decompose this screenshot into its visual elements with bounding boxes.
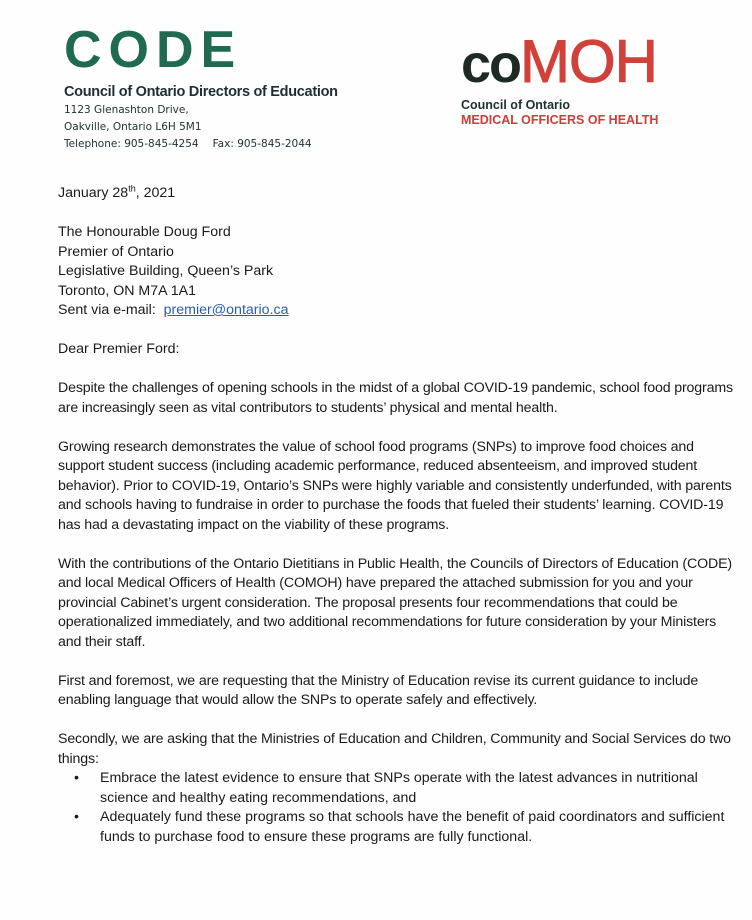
code-org-name: Council of Ontario Directors of Education xyxy=(64,84,338,100)
sent-via-label: Sent via e-mail: xyxy=(58,302,164,318)
comoh-org-line1: Council of Ontario xyxy=(461,98,571,112)
list-item-text: Embrace the latest evidence to ensure that SNPs operate with the latest advances in nutritional science and healthy eating recommendations, and xyxy=(100,770,698,806)
code-telephone: Telephone: 905-845-4254 xyxy=(64,138,199,150)
recipient-building: Legislative Building, Queen’s Park xyxy=(58,263,274,279)
letter-body xyxy=(58,184,738,847)
recipient-email-line xyxy=(58,301,738,321)
comoh-logo-co: co xyxy=(461,34,521,94)
paragraph-submission: With the contributions of the Ontario Dietitians in Public Health, the Councils of Directors of Education (CODE) and local Medical Officers of Health (COMOH) have prepared the attached submission for you and your provincial Cabinet’s urgent consideration. The proposal presents four recommendations that could be operationalized immediately, and two additional recommendations for future consideration by your Ministers and their staff. xyxy=(58,555,732,650)
list-item xyxy=(58,769,738,808)
bullet-icon: • xyxy=(74,770,79,786)
paragraph-research: Growing research demonstrates the value of school food programs (SNPs) to improve food choices and support student success (including academic performance, reduced absenteeism, and improved student behavior). Prior to COVID-19, Ontario’s SNPs were highly variable and consistently underfunded, with parents and schools having to fundraise in order to purchase the foods that fueled their students’ learning. COVID-19 has had a devastating impact on the viability of these programs. xyxy=(58,438,732,533)
code-logo: CODE xyxy=(64,21,243,79)
date-year: , 2021 xyxy=(135,185,176,201)
code-address xyxy=(64,102,354,153)
list-item-text: Adequately fund these programs so that schools have the benefit of paid coordinators and sufficient funds to purchase food to ensure these programs are fully functional. xyxy=(100,809,725,845)
code-contact-line xyxy=(64,136,354,153)
comoh-logo xyxy=(461,28,701,95)
comoh-logo-moh: MOH xyxy=(520,28,658,95)
list-item xyxy=(58,808,738,847)
paragraph-first-request: First and foremost, we are requesting that the Ministry of Education revise its current guidance to include enabling language that would allow the SNPs to operate safely and effectively. xyxy=(58,672,699,708)
salutation: Dear Premier Ford: xyxy=(58,341,180,357)
paragraph-second-request: Secondly, we are asking that the Ministries of Education and Children, Community and Social Services do two things: xyxy=(58,731,731,767)
recipient-city: Toronto, ON M7A 1A1 xyxy=(58,282,197,299)
premier-email-link[interactable]: premier@ontario.ca xyxy=(163,302,289,318)
date-ordinal: th xyxy=(128,183,136,194)
recipient-title: Premier of Ontario xyxy=(58,243,174,260)
comoh-org-line2: MEDICAL OFFICERS OF HEALTH xyxy=(461,113,659,127)
bullet-icon: • xyxy=(74,809,79,825)
code-fax: Fax: 905-845-2044 xyxy=(212,138,312,150)
comoh-letterhead xyxy=(461,28,701,127)
letter-date xyxy=(58,184,738,204)
code-letterhead xyxy=(64,21,354,153)
date-day: January 28 xyxy=(58,185,129,201)
code-address-line2: Oakville, Ontario L6H 5M1 xyxy=(64,121,202,133)
recipient-address-block xyxy=(58,223,738,321)
code-address-line1: 1123 Glenashton Drive, xyxy=(64,104,189,116)
paragraph-intro: Despite the challenges of opening schools in the midst of a global COVID-19 pandemic, school food programs are increasingly seen as vital contributors to students’ physical and mental health. xyxy=(58,380,733,416)
recipient-name: The Honourable Doug Ford xyxy=(58,224,231,240)
request-bullet-list xyxy=(58,769,738,847)
